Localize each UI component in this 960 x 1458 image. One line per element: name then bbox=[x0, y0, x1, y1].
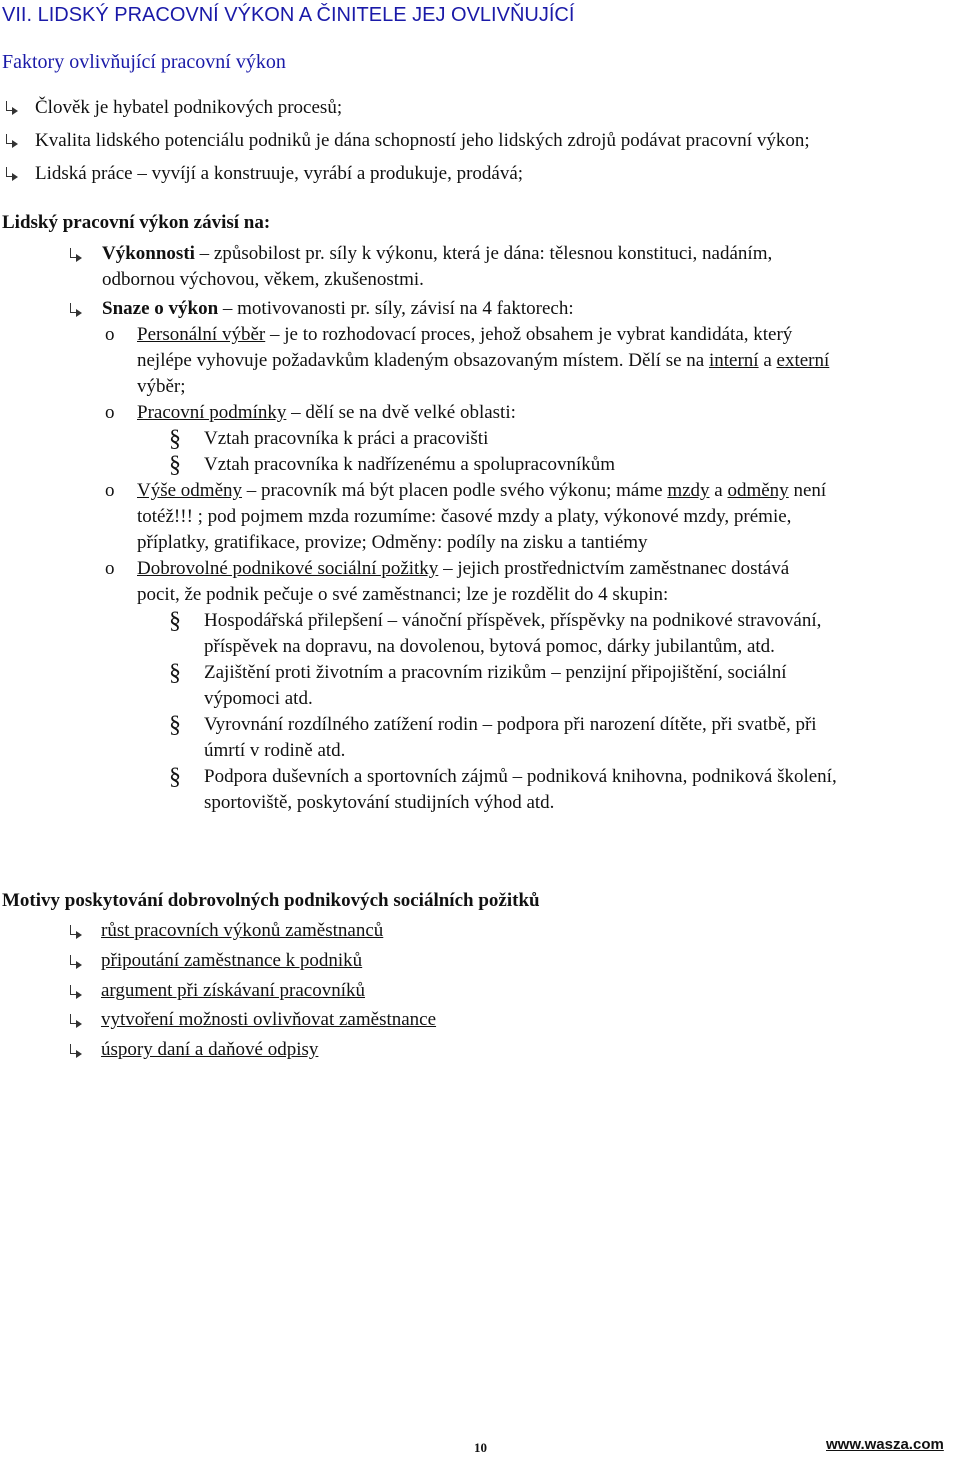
odmeny-line-2: totéž!!! ; pod pojmem mzda rozumíme: časové mzdy a platy, výkonové mzdy, prémie, bbox=[137, 506, 792, 527]
page-title: VII. LIDSKÝ PRACOVNÍ VÝKON A ČINITELE JEJ OVLIVŇUJÍCÍ bbox=[2, 4, 575, 26]
odmeny-text: – pracovník má být placen podle svého výkonu; máme bbox=[242, 480, 668, 501]
pozitky-term: Dobrovolné podnikové sociální požitky bbox=[137, 558, 439, 579]
snaze-text: – motivovanosti pr. síly, závisí na 4 faktorech: bbox=[218, 298, 574, 319]
group-line: Zajištění proti životním a pracovním rizikům – penzijní připojištění, sociální bbox=[204, 662, 787, 683]
podminky-term: Pracovní podmínky bbox=[137, 402, 287, 423]
odmeny-line-1 bbox=[137, 479, 826, 503]
vykonnost-term: Výkonnosti bbox=[102, 243, 195, 264]
page-number: 10 bbox=[474, 1440, 487, 1455]
motive-item bbox=[101, 919, 383, 943]
footer-link: www.wasza.com bbox=[826, 1436, 944, 1453]
section-sign-icon: § bbox=[169, 452, 181, 478]
down-right-arrow-icon bbox=[4, 133, 18, 147]
down-right-arrow-icon bbox=[68, 1013, 82, 1027]
odmeny-term: Výše odměny bbox=[137, 480, 243, 501]
circle-bullet: o bbox=[105, 480, 115, 501]
odmeny-link: odměny bbox=[727, 480, 789, 501]
group-line: sportoviště, poskytování studijních výhod atd. bbox=[204, 792, 555, 813]
down-right-arrow-icon bbox=[68, 247, 82, 261]
group-line: Podpora duševních a sportovních zájmů – podniková knihovna, podniková školení, bbox=[204, 766, 837, 787]
interni-link: interní bbox=[708, 350, 759, 371]
footer-url bbox=[826, 1436, 944, 1453]
personalni-line-2 bbox=[137, 349, 829, 373]
motive-item bbox=[101, 949, 362, 973]
vykonnost-text: – způsobilost pr. síly k výkonu, která je dána: tělesnou konstituci, nadáním, bbox=[194, 243, 773, 264]
odmeny-text-end: není bbox=[788, 480, 827, 501]
down-right-arrow-icon bbox=[4, 100, 18, 114]
intro-item: Lidská práce – vyvíjí a konstruuje, vyrábí a produkuje, prodává; bbox=[35, 163, 524, 184]
externi-link: externí bbox=[776, 350, 830, 371]
motive-text: připoutání zaměstnance k podniků bbox=[101, 950, 363, 971]
personalni-text-2: nejlépe vyhovuje požadavkům kladeným obsazovaným místem. Dělí se na bbox=[137, 350, 709, 371]
personalni-line-3: výběr; bbox=[137, 376, 186, 397]
vykonnost-line-2: odbornou výchovou, věkem, zkušenostmi. bbox=[102, 269, 424, 290]
pozitky-line-1 bbox=[137, 557, 789, 581]
group-line: úmrtí v rodině atd. bbox=[204, 740, 346, 761]
podminky-text: – dělí se na dvě velké oblasti: bbox=[286, 402, 516, 423]
section-sign-icon: § bbox=[169, 660, 181, 686]
down-right-arrow-icon bbox=[68, 302, 82, 316]
motive-item bbox=[101, 1008, 436, 1032]
down-right-arrow-icon bbox=[68, 954, 82, 968]
down-right-arrow-icon bbox=[68, 1043, 82, 1057]
motive-text: vytvoření možnosti ovlivňovat zaměstnance bbox=[101, 1009, 437, 1030]
circle-bullet: o bbox=[105, 558, 115, 579]
depends-heading: Lidský pracovní výkon závisí na: bbox=[2, 212, 271, 233]
pozitky-line-2: pocit, že podnik pečuje o své zaměstnanci; lze je rozdělit do 4 skupin: bbox=[137, 584, 669, 605]
personalni-term: Personální výběr bbox=[137, 324, 266, 345]
down-right-arrow-icon bbox=[68, 984, 82, 998]
section-sign-icon: § bbox=[169, 764, 181, 790]
motive-text: růst pracovních výkonů zaměstnanců bbox=[101, 920, 384, 941]
personalni-line-1 bbox=[137, 323, 792, 347]
mzdy-link: mzdy bbox=[667, 480, 710, 501]
group-line: Vyrovnání rozdílného zatížení rodin – podpora při narození dítěte, při svatbě, při bbox=[204, 714, 817, 735]
section-sign-icon: § bbox=[169, 608, 181, 634]
podminky-line bbox=[137, 401, 516, 425]
vykonnost-line bbox=[102, 242, 772, 266]
circle-bullet: o bbox=[105, 402, 115, 423]
intro-item: Kvalita lidského potenciálu podniků je dána schopností jeho lidských zdrojů podávat pracovní výkon; bbox=[35, 130, 810, 151]
pozitky-text: – jejich prostřednictvím zaměstnanec dostává bbox=[438, 558, 790, 579]
personalni-text: – je to rozhodovací proces, jehož obsahem je vybrat kandidáta, který bbox=[265, 324, 793, 345]
snaze-term: Snaze o výkon bbox=[102, 298, 219, 319]
intro-item: Člověk je hybatel podnikových procesů; bbox=[35, 97, 343, 118]
motives-heading: Motivy poskytování dobrovolných podnikových sociálních požitků bbox=[2, 890, 540, 911]
motive-text: argument při získávaní pracovníků bbox=[101, 980, 365, 1001]
podminky-sub: Vztah pracovníka k práci a pracovišti bbox=[204, 428, 489, 449]
snaze-line bbox=[102, 297, 574, 321]
down-right-arrow-icon bbox=[68, 924, 82, 938]
group-line: Hospodářská přilepšení – vánoční příspěvek, příspěvky na podnikové stravování, bbox=[204, 610, 822, 631]
podminky-sub: Vztah pracovníka k nadřízenému a spolupracovníkům bbox=[204, 454, 615, 475]
odmeny-line-3: příplatky, gratifikace, provize; Odměny: podíly na zisku a tantiémy bbox=[137, 532, 648, 553]
group-line: příspěvek na dopravu, na dovolenou, bytová pomoc, dárky jubilantům, atd. bbox=[204, 636, 775, 657]
section-sign-icon: § bbox=[169, 426, 181, 452]
motive-item bbox=[101, 979, 365, 1003]
down-right-arrow-icon bbox=[4, 166, 18, 180]
conj: a bbox=[709, 480, 728, 501]
motive-text: úspory daní a daňové odpisy bbox=[101, 1039, 319, 1060]
section-subtitle: Faktory ovlivňující pracovní výkon bbox=[2, 51, 286, 73]
motive-item bbox=[101, 1038, 318, 1062]
group-line: výpomoci atd. bbox=[204, 688, 313, 709]
conj: a bbox=[758, 350, 777, 371]
circle-bullet: o bbox=[105, 324, 115, 345]
section-sign-icon: § bbox=[169, 712, 181, 738]
